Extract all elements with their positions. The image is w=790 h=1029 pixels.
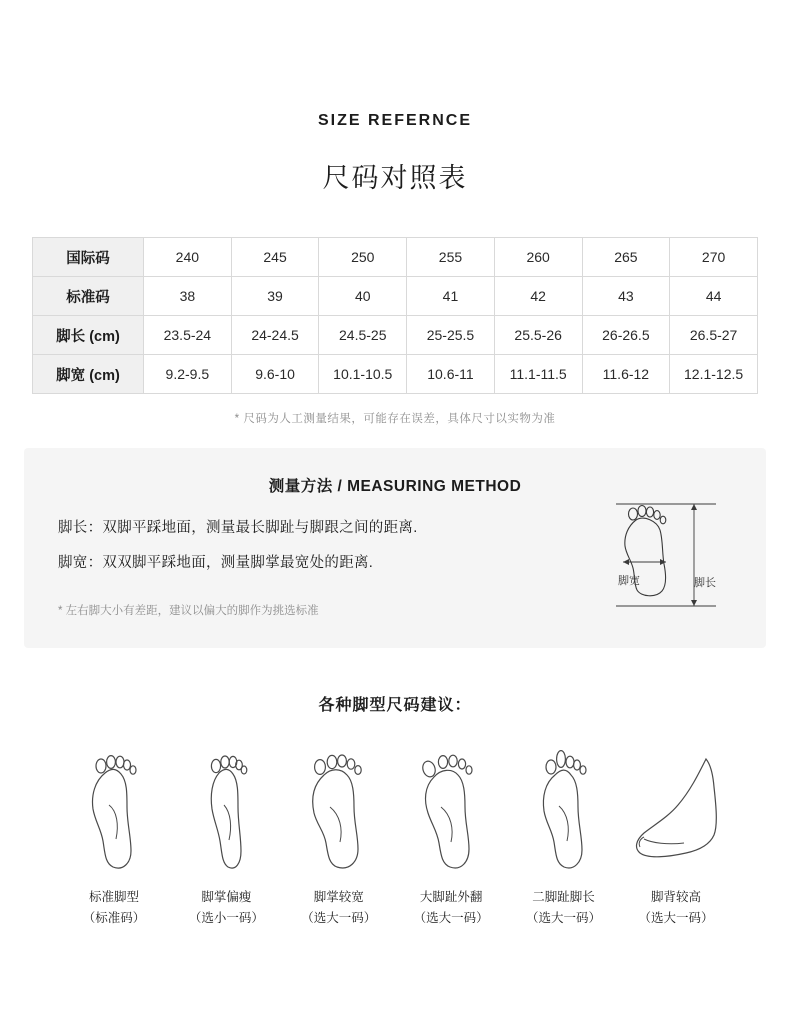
table-cell: 245 xyxy=(231,238,319,277)
size-table xyxy=(32,237,758,394)
table-cell: 9.2-9.5 xyxy=(144,355,232,394)
foot-type-name: 大脚趾外翻 xyxy=(419,890,483,904)
table-row xyxy=(33,355,758,394)
measuring-method-panel xyxy=(24,448,766,648)
foot-high-instep-icon xyxy=(622,745,730,875)
foot-type-advice: （选大一码） xyxy=(526,911,602,926)
foot-type-advice: （标准码） xyxy=(82,911,146,926)
foot-bunion-icon xyxy=(397,745,505,875)
table-cell: 23.5-24 xyxy=(144,316,232,355)
foot-type-item xyxy=(172,745,280,926)
diagram-label-width: 脚宽 xyxy=(618,575,640,587)
foot-measure-diagram xyxy=(594,496,734,616)
table-cell: 43 xyxy=(582,277,670,316)
foot-type-item xyxy=(397,745,505,926)
foot-standard-icon xyxy=(60,745,168,875)
row-header: 脚宽 (cm) xyxy=(33,355,144,394)
table-cell: 42 xyxy=(494,277,582,316)
table-cell: 24-24.5 xyxy=(231,316,319,355)
table-cell: 10.6-11 xyxy=(407,355,495,394)
table-row xyxy=(33,238,758,277)
table-cell: 265 xyxy=(582,238,670,277)
table-cell: 11.6-12 xyxy=(582,355,670,394)
foot-type-name: 脚背较高 xyxy=(650,890,701,904)
table-cell: 250 xyxy=(319,238,407,277)
table-cell: 12.1-12.5 xyxy=(670,355,758,394)
table-cell: 260 xyxy=(494,238,582,277)
foot-type-advice: （选大一码） xyxy=(413,911,489,926)
table-cell: 40 xyxy=(319,277,407,316)
table-cell: 240 xyxy=(144,238,232,277)
foot-type-item xyxy=(510,745,618,926)
table-cell: 25-25.5 xyxy=(407,316,495,355)
table-cell: 38 xyxy=(144,277,232,316)
foot-narrow-icon xyxy=(172,745,280,875)
foot-type-advice: （选大一码） xyxy=(638,911,714,926)
diagram-label-length: 脚长 xyxy=(694,577,716,589)
table-cell: 39 xyxy=(231,277,319,316)
foot-type-item xyxy=(622,745,730,926)
foot-long-second-toe-icon xyxy=(510,745,618,875)
foot-types-title: 各种脚型尺码建议： xyxy=(318,697,472,714)
table-cell: 44 xyxy=(670,277,758,316)
measuring-method-note: * 左右脚大小有差距，建议以偏大的脚作为挑选标准 xyxy=(58,605,319,617)
foot-wide-icon xyxy=(285,745,393,875)
page-title-en: SIZE REFERNCE xyxy=(317,112,472,129)
measuring-method-line-length: 脚长：双脚平踩地面，测量最长脚趾与脚跟之间的距离. xyxy=(58,520,418,536)
foot-type-name: 二脚趾脚长 xyxy=(532,890,595,904)
foot-types-row xyxy=(24,745,766,926)
foot-type-item xyxy=(285,745,393,926)
table-cell: 41 xyxy=(407,277,495,316)
table-cell: 270 xyxy=(670,238,758,277)
table-cell: 11.1-11.5 xyxy=(494,355,582,394)
table-cell: 9.6-10 xyxy=(231,355,319,394)
table-cell: 26-26.5 xyxy=(582,316,670,355)
size-table-note: * 尺码为人工测量结果，可能存在误差，具体尺寸以实物为准 xyxy=(234,413,556,425)
row-header: 国际码 xyxy=(33,238,144,277)
table-cell: 24.5-25 xyxy=(319,316,407,355)
foot-type-name: 脚掌较宽 xyxy=(313,890,364,904)
size-table-section xyxy=(24,237,766,426)
table-cell: 26.5-27 xyxy=(670,316,758,355)
row-header: 标准码 xyxy=(33,277,144,316)
foot-type-name: 标准脚型 xyxy=(88,890,139,904)
row-header: 脚长 (cm) xyxy=(33,316,144,355)
table-cell: 255 xyxy=(407,238,495,277)
table-cell: 25.5-26 xyxy=(494,316,582,355)
measuring-method-line-width: 脚宽：双双脚平踩地面，测量脚掌最宽处的距离. xyxy=(58,555,374,571)
foot-type-advice: （选大一码） xyxy=(301,911,377,926)
measuring-method-title: 测量方法 / MEASURING METHOD xyxy=(268,478,522,495)
table-row xyxy=(33,316,758,355)
table-row xyxy=(33,277,758,316)
foot-type-name: 脚掌偏瘦 xyxy=(201,890,252,904)
page-title-cn: 尺码对照表 xyxy=(322,163,468,193)
page-header xyxy=(24,0,766,195)
foot-outline-icon xyxy=(594,496,734,616)
foot-type-advice: （选小一码） xyxy=(188,911,264,926)
foot-type-item xyxy=(60,745,168,926)
table-cell: 10.1-10.5 xyxy=(319,355,407,394)
